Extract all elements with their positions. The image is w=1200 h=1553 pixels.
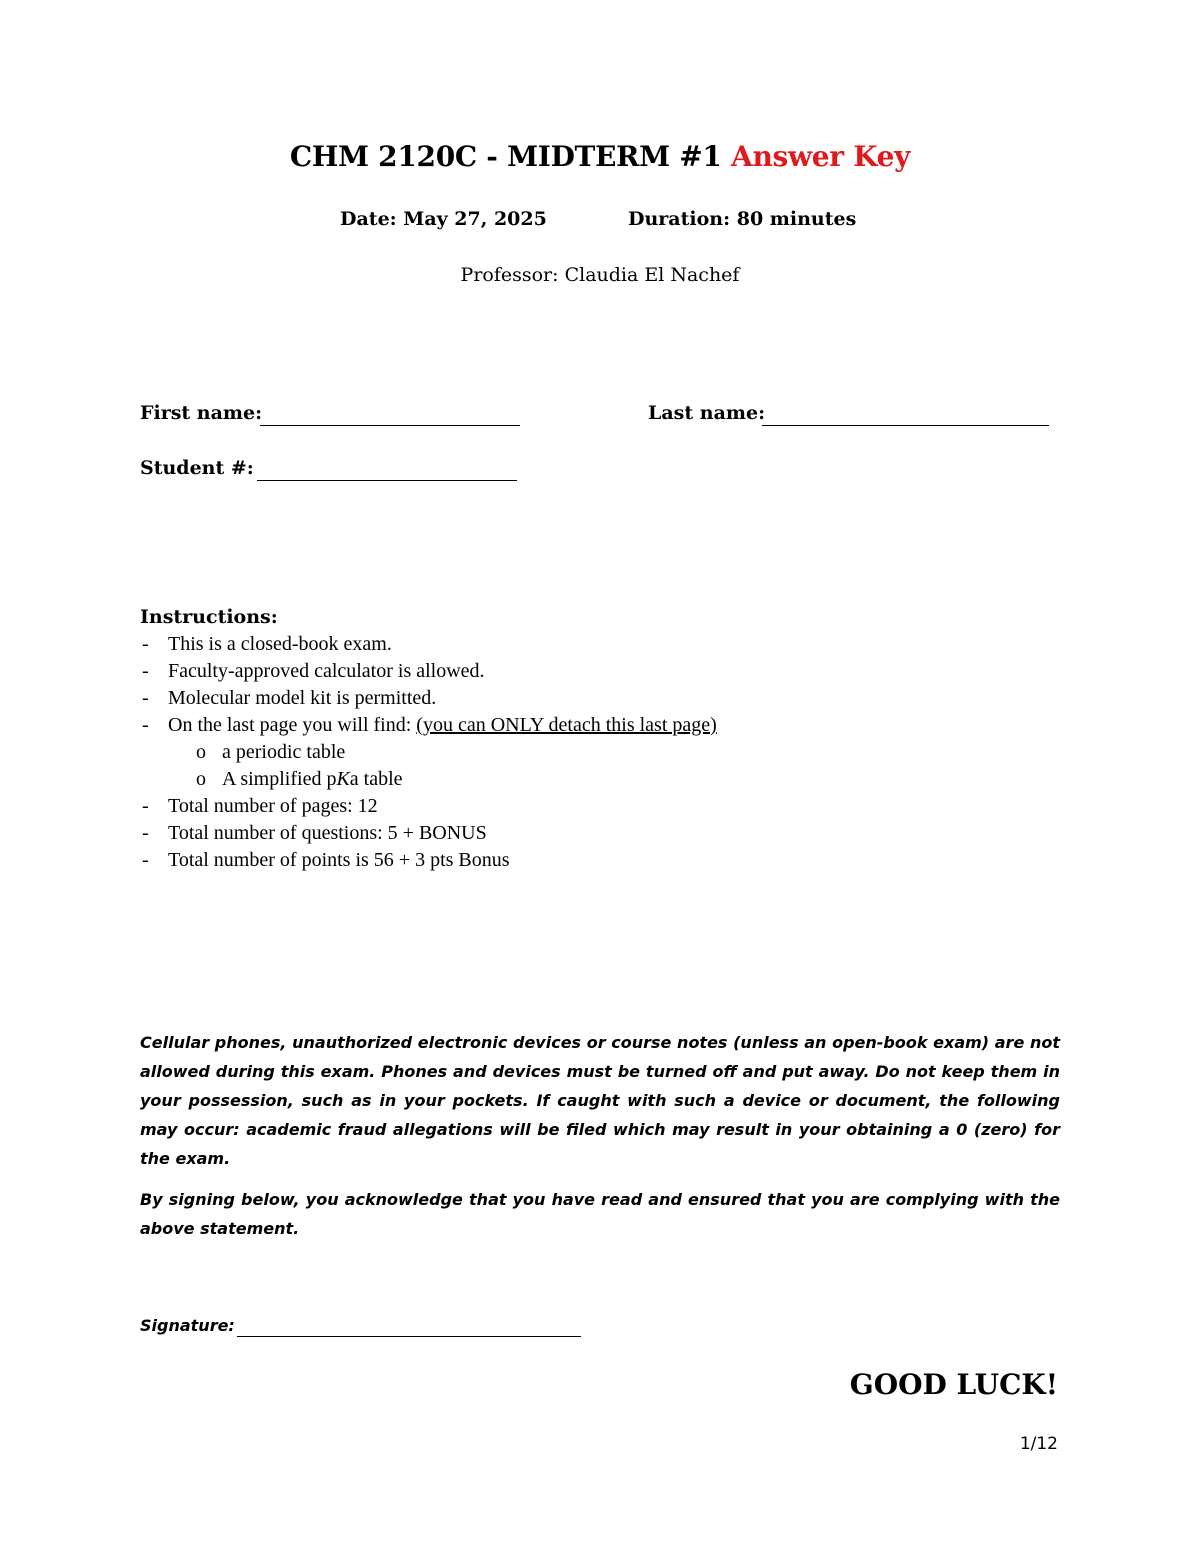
page-number: 1/12 bbox=[1019, 1434, 1058, 1454]
instructions-section bbox=[140, 604, 717, 874]
professor-name: Professor: Claudia El Nachef bbox=[460, 264, 740, 286]
sub-list-item: o a periodic table bbox=[196, 741, 346, 763]
first-name-label: First name: bbox=[140, 402, 263, 424]
list-item: - Total number of questions: 5 + BONUS bbox=[142, 822, 487, 844]
student-number-label: Student #: bbox=[140, 457, 254, 479]
list-item: - This is a closed-book exam. bbox=[142, 633, 392, 655]
instructions-list bbox=[140, 631, 717, 874]
title-answer-key: Answer Key bbox=[731, 140, 911, 173]
good-luck-text: GOOD LUCK! bbox=[849, 1368, 1058, 1401]
page-title bbox=[0, 140, 1200, 173]
signature-label: Signature: bbox=[140, 1316, 235, 1335]
list-item: - Faculty-approved calculator is allowed. bbox=[142, 660, 485, 682]
title-main: CHM 2120C - MIDTERM #1 bbox=[289, 140, 722, 173]
notice-paragraph-2: By signing below, you acknowledge that you have read and ensured that you are complying with the above statement. bbox=[140, 1190, 1060, 1238]
exam-date: Date: May 27, 2025 bbox=[340, 208, 547, 230]
exam-duration: Duration: 80 minutes bbox=[628, 208, 857, 230]
first-name-field[interactable] bbox=[260, 425, 520, 426]
list-item: - On the last page you will find: (you can ONLY detach this last page) bbox=[142, 714, 717, 736]
student-number-field[interactable] bbox=[257, 480, 517, 481]
academic-integrity-notice bbox=[140, 1028, 1060, 1255]
signature-field[interactable] bbox=[237, 1336, 581, 1337]
sub-list-item: o A simplified pKa table bbox=[196, 768, 403, 790]
list-item: - Total number of pages: 12 bbox=[142, 795, 378, 817]
last-name-label: Last name: bbox=[648, 402, 766, 424]
detach-note: (you can ONLY detach this last page) bbox=[416, 714, 717, 736]
notice-paragraph-1: Cellular phones, unauthorized electronic devices or course notes (unless an open-book exam) are not allowed during this exam. Phones and devices must be turned off and put away. Do not keep them in your possession, such as in your pockets. If caught with such a device or document, the following may occur: academic fraud allegations will be filed which may result in your obtaining a 0 (zero) for the exam. bbox=[140, 1033, 1060, 1168]
instructions-heading: Instructions: bbox=[140, 606, 278, 628]
list-item: - Total number of points is 56 + 3 pts Bonus bbox=[142, 849, 510, 871]
list-item: - Molecular model kit is permitted. bbox=[142, 687, 437, 709]
last-name-field[interactable] bbox=[762, 425, 1049, 426]
